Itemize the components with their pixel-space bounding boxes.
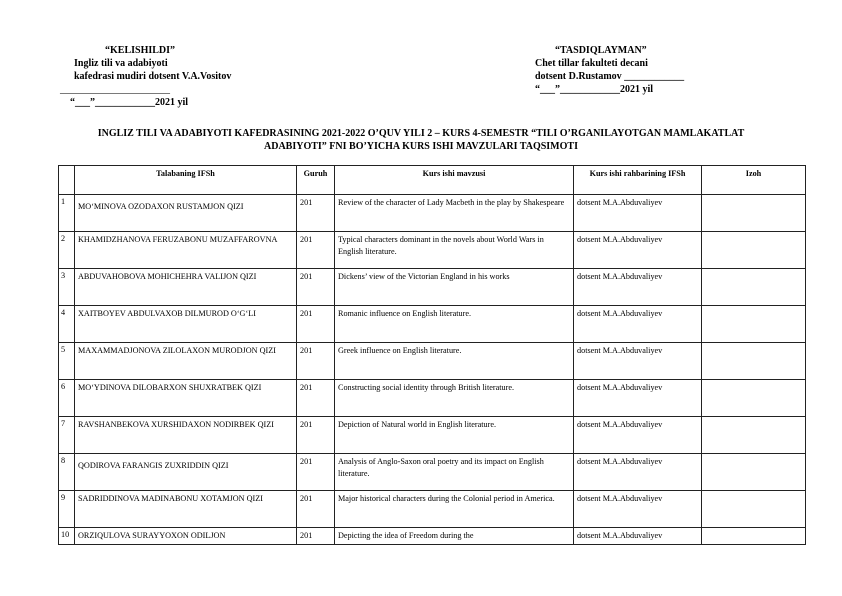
- supervisor: dotsent M.A.Abduvaliyev: [574, 306, 702, 343]
- header-note: Izoh: [702, 166, 806, 195]
- row-number: 1: [59, 195, 75, 232]
- row-number: 8: [59, 454, 75, 491]
- student-name: MO‘MINOVA OZODAXON RUSTAMJON QIZI: [75, 195, 297, 232]
- table-row: [59, 528, 806, 545]
- group: 201: [297, 417, 335, 454]
- header-group: Guruh: [297, 166, 335, 195]
- title-line-1: INGLIZ TILI VA ADABIYOTI KAFEDRASINING 2021-2022 O’QUV YILI 2 – KURS 4-SEMESTR “TILI O’RGANILAYOTGAN MAMLAKATLAT: [97, 128, 745, 139]
- note: [702, 380, 806, 417]
- student-name: KHAMIDZHANOVA FERUZABONU MUZAFFAROVNA: [75, 232, 297, 269]
- student-name: MAXAMMADJONOVA ZILOLAXON MURODJON QIZI: [75, 343, 297, 380]
- supervisor: dotsent M.A.Abduvaliyev: [574, 417, 702, 454]
- table-row: [59, 269, 806, 306]
- topic: Typical characters dominant in the novels about World Wars in English literature.: [335, 232, 574, 269]
- supervisor: dotsent M.A.Abduvaliyev: [574, 380, 702, 417]
- note: [702, 195, 806, 232]
- row-number: 4: [59, 306, 75, 343]
- student-name: XAITBOYEV ABDULVAXOB DILMUROD O‘G‘LI: [75, 306, 297, 343]
- note: [702, 269, 806, 306]
- student-name: SADRIDDINOVA MADINABONU XOTAMJON QIZI: [75, 491, 297, 528]
- supervisor: dotsent M.A.Abduvaliyev: [574, 269, 702, 306]
- note: [702, 306, 806, 343]
- supervisor: dotsent M.A.Abduvaliyev: [574, 343, 702, 380]
- group: 201: [297, 343, 335, 380]
- topic: Depicting the idea of Freedom during the: [335, 528, 574, 545]
- document-title: [30, 127, 812, 153]
- note: [702, 454, 806, 491]
- topic: Constructing social identity through British literature.: [335, 380, 574, 417]
- note: [702, 417, 806, 454]
- supervisor: dotsent M.A.Abduvaliyev: [574, 528, 702, 545]
- topic: Dickens’ view of the Victorian England in his works: [335, 269, 574, 306]
- group: 201: [297, 528, 335, 545]
- approval-block-left: [60, 44, 231, 109]
- group: 201: [297, 306, 335, 343]
- approval-title: “KELISHILDI”: [105, 45, 176, 56]
- header-student-name: Talabaning IFSh: [75, 166, 297, 195]
- signature-line: ______________________: [60, 84, 170, 95]
- dean-line: dotsent D.Rustamov ____________: [535, 71, 685, 82]
- supervisor: dotsent M.A.Abduvaliyev: [574, 454, 702, 491]
- date-line: “___”____________2021 yil: [70, 97, 189, 108]
- table-row: [59, 195, 806, 232]
- table-header-row: [59, 166, 806, 195]
- student-name: ORZIQULOVA SURAYYOXON ODILJON: [75, 528, 297, 545]
- student-name: ABDUVAHOBOVA MOHICHEHRA VALIJON QIZI: [75, 269, 297, 306]
- row-number: 6: [59, 380, 75, 417]
- row-number: 10: [59, 528, 75, 545]
- group: 201: [297, 491, 335, 528]
- group: 201: [297, 454, 335, 491]
- note: [702, 528, 806, 545]
- group: 201: [297, 269, 335, 306]
- header-supervisor: Kurs ishi rahbarining IFSh: [574, 166, 702, 195]
- topic: Review of the character of Lady Macbeth in the play by Shakespeare: [335, 195, 574, 232]
- table-row: [59, 417, 806, 454]
- topic: Analysis of Anglo-Saxon oral poetry and its impact on English literature.: [335, 454, 574, 491]
- approve-title: “TASDIQLAYMAN”: [555, 45, 647, 56]
- topic: Romanic influence on English literature.: [335, 306, 574, 343]
- row-number: 7: [59, 417, 75, 454]
- row-number: 9: [59, 491, 75, 528]
- head-line: kafedrasi mudiri dotsent V.A.Vositov: [74, 71, 232, 82]
- course-work-table: [58, 165, 806, 545]
- group: 201: [297, 232, 335, 269]
- row-number: 5: [59, 343, 75, 380]
- table-row: [59, 491, 806, 528]
- table-row: [59, 306, 806, 343]
- table-row: [59, 232, 806, 269]
- supervisor: dotsent M.A.Abduvaliyev: [574, 195, 702, 232]
- group: 201: [297, 195, 335, 232]
- group: 201: [297, 380, 335, 417]
- topic: Greek influence on English literature.: [335, 343, 574, 380]
- topic: Major historical characters during the Colonial period in America.: [335, 491, 574, 528]
- table-row: [59, 343, 806, 380]
- note: [702, 232, 806, 269]
- supervisor: dotsent M.A.Abduvaliyev: [574, 232, 702, 269]
- note: [702, 343, 806, 380]
- header-num: [59, 166, 75, 195]
- row-number: 2: [59, 232, 75, 269]
- row-number: 3: [59, 269, 75, 306]
- note: [702, 491, 806, 528]
- title-line-2: ADABIYOTI” FNI BO’YICHA KURS ISHI MAVZULARI TAQSIMOTI: [264, 141, 578, 152]
- supervisor: dotsent M.A.Abduvaliyev: [574, 491, 702, 528]
- department-line: Ingliz tili va adabiyoti: [74, 58, 168, 69]
- topic: Depiction of Natural world in English literature.: [335, 417, 574, 454]
- table-row: [59, 380, 806, 417]
- student-name: QODIROVA FARANGIS ZUXRIDDIN QIZI: [75, 454, 297, 491]
- table-row: [59, 454, 806, 491]
- student-name: MO‘YDINOVA DILOBARXON SHUXRATBEK QIZI: [75, 380, 297, 417]
- date-line: “___”____________2021 yil: [535, 84, 654, 95]
- header-topic: Kurs ishi mavzusi: [335, 166, 574, 195]
- faculty-line: Chet tillar fakulteti decani: [535, 58, 648, 69]
- student-name: RAVSHANBEKOVA XURSHIDAXON NODIRBEK QIZI: [75, 417, 297, 454]
- approval-block-right: [535, 44, 684, 96]
